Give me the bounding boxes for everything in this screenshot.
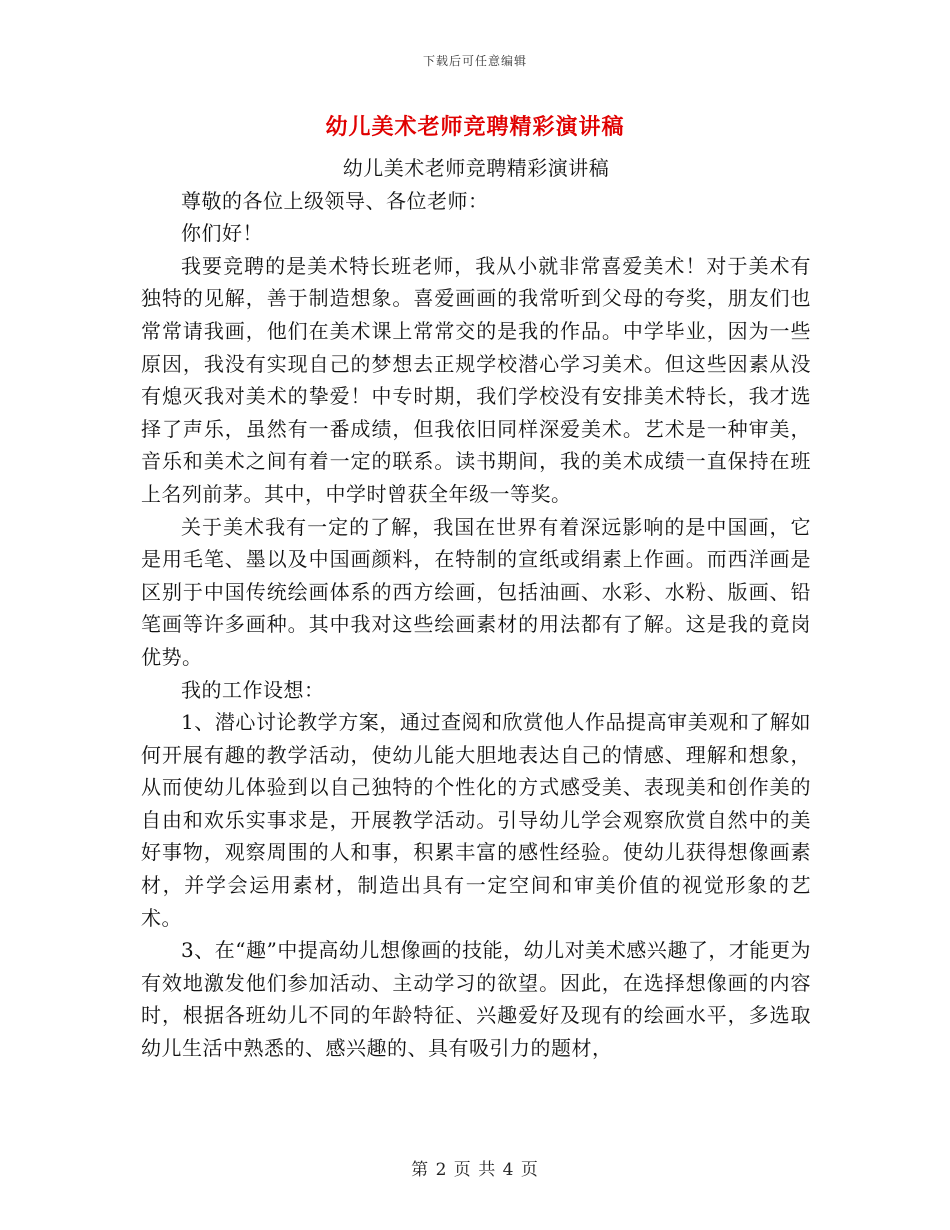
- document-body: [141, 152, 811, 1065]
- paragraph-plan-item-3: 3、在“趣”中提高幼儿想像画的技能，幼儿对美术感兴趣了，才能更为有效地激发他们参加活动、主动学习的欲望。因此，在选择想像画的内容时，根据各班幼儿不同的年龄特征、兴趣爱好及现有的绘画水平，多选取幼儿生活中熟悉的、感兴趣的、具有吸引力的题材，: [141, 938, 811, 1061]
- paragraph-background: 我要竞聘的是美术特长班老师，我从小就非常喜爱美术！对于美术有独特的见解，善于制造想象。喜爱画画的我常听到父母的夸奖，朋友们也常常请我画，他们在美术课上常常交的是我的作品。中学毕业，因为一些原因，我没有实现自己的梦想去正规学校潜心学习美术。但这些因素从没有熄灭我对美术的挚爱！中专时期，我们学校没有安排美术特长，我才选择了声乐，虽然有一番成绩，但我依旧同样深爱美术。艺术是一种审美，音乐和美术之间有着一定的联系。读书期间，我的美术成绩一直保持在班上名列前茅。其中，中学时曾获全年级一等奖。: [141, 253, 811, 506]
- paragraph-salutation: 尊敬的各位上级领导、各位老师：: [181, 188, 489, 213]
- paragraph-work-plan-heading: 我的工作设想：: [181, 677, 325, 702]
- page-number: 第 2 页 共 4 页: [411, 1160, 539, 1180]
- paragraph-plan-item-1: 1、潜心讨论教学方案，通过查阅和欣赏他人作品提高审美观和了解如何开展有趣的教学活动，使幼儿能大胆地表达自己的情感、理解和想象，从而使幼儿体验到以自己独特的个性化的方式感受美、表现美和创作美的自由和欢乐实事求是，开展教学活动。引导幼儿学会观察欣赏自然中的美好事物，观察周围的人和事，积累丰富的感性经验。使幼儿获得想像画素材，并学会运用素材，制造出具有一定空间和审美价值的视觉形象的艺术。: [141, 710, 811, 930]
- header-note: 下载后可任意编辑: [422, 54, 527, 68]
- document-subtitle: 幼儿美术老师竞聘精彩演讲稿: [342, 156, 610, 180]
- document-title: 幼儿美术老师竞聘精彩演讲稿: [325, 115, 625, 140]
- paragraph-art-knowledge: 关于美术我有一定的了解，我国在世界有着深远影响的是中国画，它是用毛笔、墨以及中国画颜料，在特制的宣纸或绢素上作画。而西洋画是区别于中国传统绘画体系的西方绘画，包括油画、水彩、水粉、版画、铅笔画等许多画种。其中我对这些绘画素材的用法都有了解。这是我的竟岗优势。: [141, 514, 811, 669]
- paragraph-greeting: 你们好！: [181, 221, 263, 246]
